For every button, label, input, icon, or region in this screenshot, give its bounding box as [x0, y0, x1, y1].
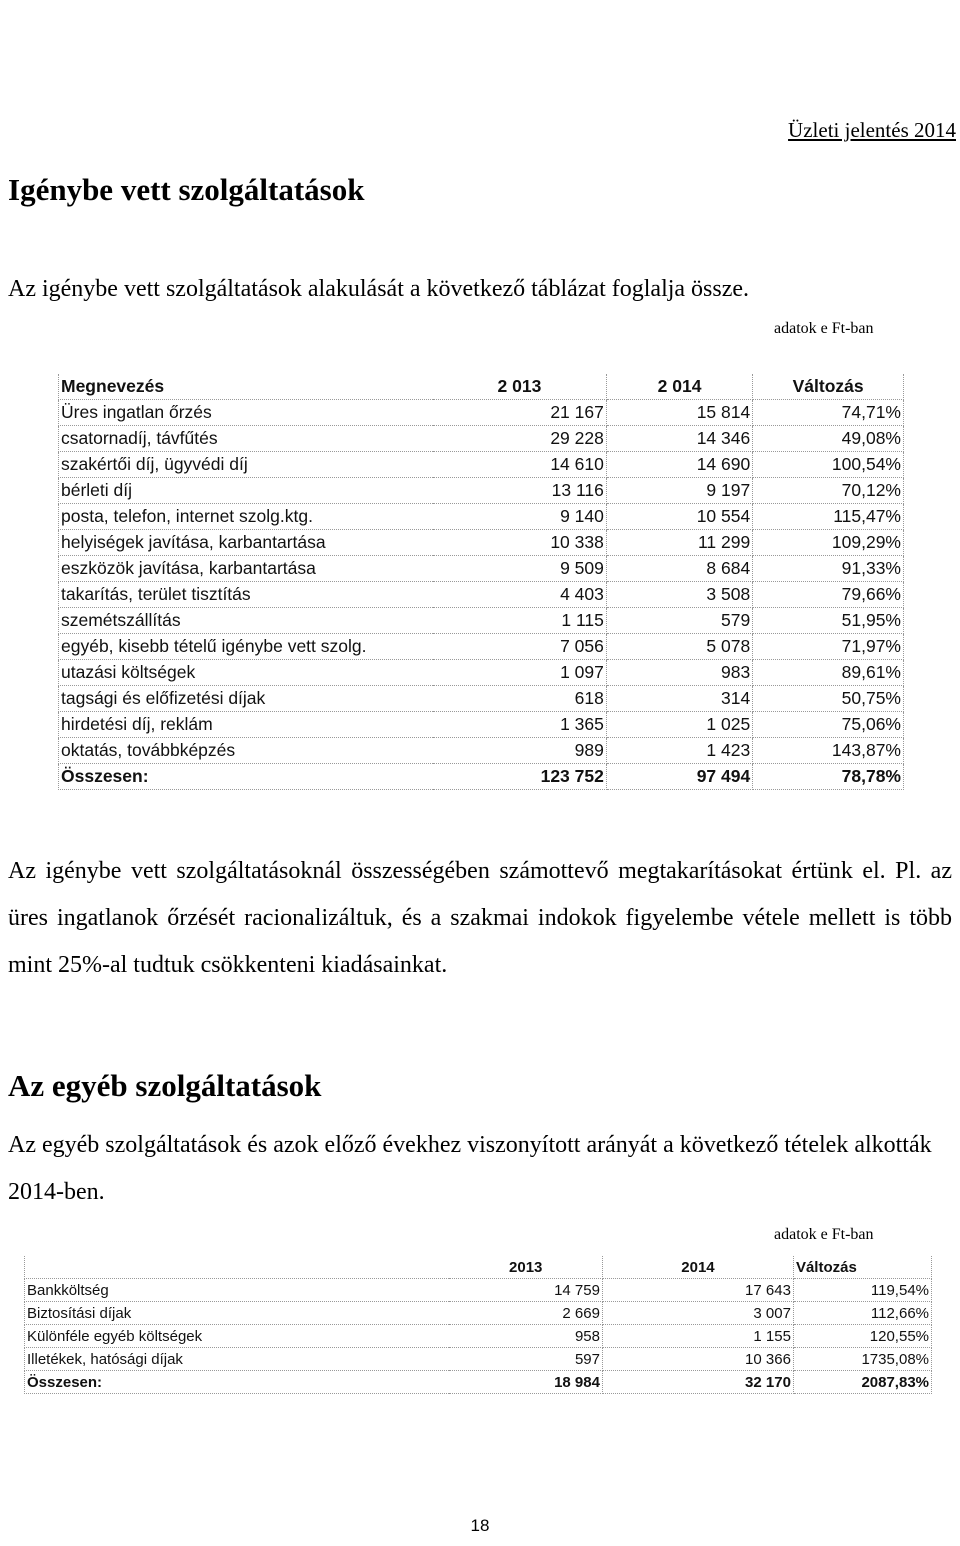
services-table-row	[59, 712, 904, 738]
services-table-cell: 618	[433, 686, 606, 712]
other-services-table-header-row	[25, 1256, 932, 1279]
services-table-cell: 10 554	[606, 504, 752, 530]
services-table-cell: csatornadíj, távfűtés	[59, 426, 434, 452]
services-table-cell: Összesen:	[59, 764, 434, 790]
services-table-row	[59, 426, 904, 452]
other-services-table	[24, 1256, 932, 1394]
services-table-cell: 1 097	[433, 660, 606, 686]
services-table-cell: 71,97%	[753, 634, 904, 660]
services-table-cell: 109,29%	[753, 530, 904, 556]
services-table-cell: Változás	[753, 374, 904, 400]
other-services-table-cell: 1735,08%	[793, 1348, 931, 1371]
services-table-cell: szemétszállítás	[59, 608, 434, 634]
services-table-cell: 115,47%	[753, 504, 904, 530]
services-table-cell: 9 140	[433, 504, 606, 530]
section1-intro: Az igénybe vett szolgáltatások alakulását a következő táblázat foglalja össze.	[8, 276, 750, 302]
services-table-cell: 91,33%	[753, 556, 904, 582]
services-table-cell: 1 025	[606, 712, 752, 738]
other-services-table-cell: Változás	[793, 1256, 931, 1279]
running-head: Üzleti jelentés 2014	[788, 118, 956, 142]
other-services-table-cell: 597	[449, 1348, 602, 1371]
services-table-cell: 8 684	[606, 556, 752, 582]
other-services-table-cell: 3 007	[602, 1302, 793, 1325]
section-title-other-services: Az egyéb szolgáltatások	[8, 1068, 322, 1103]
services-table-row	[59, 634, 904, 660]
services-table-cell: 100,54%	[753, 452, 904, 478]
section-title-services: Igénybe vett szolgáltatások	[8, 172, 365, 207]
services-table-cell: 10 338	[433, 530, 606, 556]
services-table-cell: helyiségek javítása, karbantartása	[59, 530, 434, 556]
services-table-cell: 579	[606, 608, 752, 634]
other-services-table-row	[25, 1348, 932, 1371]
services-table-cell: bérleti díj	[59, 478, 434, 504]
services-table-row	[59, 608, 904, 634]
services-table-row	[59, 686, 904, 712]
services-table-cell: 3 508	[606, 582, 752, 608]
services-table-cell: 9 509	[433, 556, 606, 582]
services-table-cell: 97 494	[606, 764, 752, 790]
other-services-table-row	[25, 1302, 932, 1325]
services-table-cell: 14 346	[606, 426, 752, 452]
other-services-table-row	[25, 1279, 932, 1302]
services-table-cell: 50,75%	[753, 686, 904, 712]
other-services-table-cell: Illetékek, hatósági díjak	[25, 1348, 450, 1371]
services-table-cell: 15 814	[606, 400, 752, 426]
other-services-table-cell: 2087,83%	[793, 1371, 931, 1394]
services-table-cell: 1 365	[433, 712, 606, 738]
services-table-row	[59, 400, 904, 426]
services-table-header-row	[59, 374, 904, 400]
services-table-cell: 21 167	[433, 400, 606, 426]
unit-note-2: adatok e Ft-ban	[774, 1226, 874, 1243]
services-table-cell: Megnevezés	[59, 374, 434, 400]
other-services-table-cell: 18 984	[449, 1371, 602, 1394]
services-table-row	[59, 582, 904, 608]
other-services-table-cell	[25, 1256, 450, 1279]
other-services-table-cell: 119,54%	[793, 1279, 931, 1302]
services-table-cell: 70,12%	[753, 478, 904, 504]
services-table-cell: 983	[606, 660, 752, 686]
services-table-cell: 4 403	[433, 582, 606, 608]
services-table-cell: tagsági és előfizetési díjak	[59, 686, 434, 712]
other-services-table-cell: Bankköltség	[25, 1279, 450, 1302]
other-services-table-cell: 14 759	[449, 1279, 602, 1302]
services-table-cell: 14 610	[433, 452, 606, 478]
services-table-cell: 29 228	[433, 426, 606, 452]
services-table-row	[59, 556, 904, 582]
services-table-row	[59, 452, 904, 478]
services-table-cell: 13 116	[433, 478, 606, 504]
services-table-cell: 2 013	[433, 374, 606, 400]
services-table-row	[59, 504, 904, 530]
other-services-table-cell: 10 366	[602, 1348, 793, 1371]
services-table-cell: 143,87%	[753, 738, 904, 764]
services-table-cell: 79,66%	[753, 582, 904, 608]
other-services-table-cell: 1 155	[602, 1325, 793, 1348]
unit-note-1: adatok e Ft-ban	[774, 320, 874, 337]
other-services-table-cell: 2013	[449, 1256, 602, 1279]
other-services-table-total-row	[25, 1371, 932, 1394]
services-table-cell: 123 752	[433, 764, 606, 790]
services-table-cell: 51,95%	[753, 608, 904, 634]
services-table-row	[59, 738, 904, 764]
services-table-cell: posta, telefon, internet szolg.ktg.	[59, 504, 434, 530]
section2-intro: Az egyéb szolgáltatások és azok előző évekhez viszonyított arányát a következő tételek alkották 2014-ben.	[8, 1132, 932, 1205]
services-table-cell: 7 056	[433, 634, 606, 660]
services-table-cell: 14 690	[606, 452, 752, 478]
page-number: 18	[470, 1516, 490, 1535]
services-table-row	[59, 660, 904, 686]
services-table-cell: Üres ingatlan őrzés	[59, 400, 434, 426]
services-table-cell: 78,78%	[753, 764, 904, 790]
other-services-table-cell: 120,55%	[793, 1325, 931, 1348]
services-table-cell: 5 078	[606, 634, 752, 660]
other-services-table-cell: 2 669	[449, 1302, 602, 1325]
other-services-table-cell: 2014	[602, 1256, 793, 1279]
other-services-table-cell: Különféle egyéb költségek	[25, 1325, 450, 1348]
services-table-total-row	[59, 764, 904, 790]
services-table-cell: 74,71%	[753, 400, 904, 426]
other-services-table-cell: Összesen:	[25, 1371, 450, 1394]
services-table-row	[59, 530, 904, 556]
services-table-cell: 989	[433, 738, 606, 764]
other-services-table-row	[25, 1325, 932, 1348]
services-table-cell: 11 299	[606, 530, 752, 556]
services-table-cell: 9 197	[606, 478, 752, 504]
services-table-cell: 89,61%	[753, 660, 904, 686]
other-services-table-cell: 32 170	[602, 1371, 793, 1394]
services-table-cell: 314	[606, 686, 752, 712]
other-services-table-cell: 958	[449, 1325, 602, 1348]
services-table-row	[59, 478, 904, 504]
services-table-cell: eszközök javítása, karbantartása	[59, 556, 434, 582]
services-table-cell: szakértői díj, ügyvédi díj	[59, 452, 434, 478]
services-table-cell: utazási költségek	[59, 660, 434, 686]
services-table-cell: 49,08%	[753, 426, 904, 452]
other-services-table-cell: 112,66%	[793, 1302, 931, 1325]
other-services-table-cell: 17 643	[602, 1279, 793, 1302]
services-table-cell: hirdetési díj, reklám	[59, 712, 434, 738]
services-table-cell: 2 014	[606, 374, 752, 400]
services-table-cell: 1 115	[433, 608, 606, 634]
other-services-table-cell: Biztosítási díjak	[25, 1302, 450, 1325]
section1-conclusion: Az igénybe vett szolgáltatásoknál összességében számottevő megtakarításokat értünk el. Pl. az üres ingatlanok őrzését racionalizáltuk, és a szakmai indokok figyelembe vétele mellett is több mint 25%-al tudtuk csökkenteni kiadásainkat.	[8, 858, 952, 978]
services-table	[58, 374, 904, 790]
services-table-cell: takarítás, terület tisztítás	[59, 582, 434, 608]
services-table-cell: egyéb, kisebb tételű igénybe vett szolg.	[59, 634, 434, 660]
services-table-cell: oktatás, továbbképzés	[59, 738, 434, 764]
services-table-cell: 1 423	[606, 738, 752, 764]
services-table-cell: 75,06%	[753, 712, 904, 738]
